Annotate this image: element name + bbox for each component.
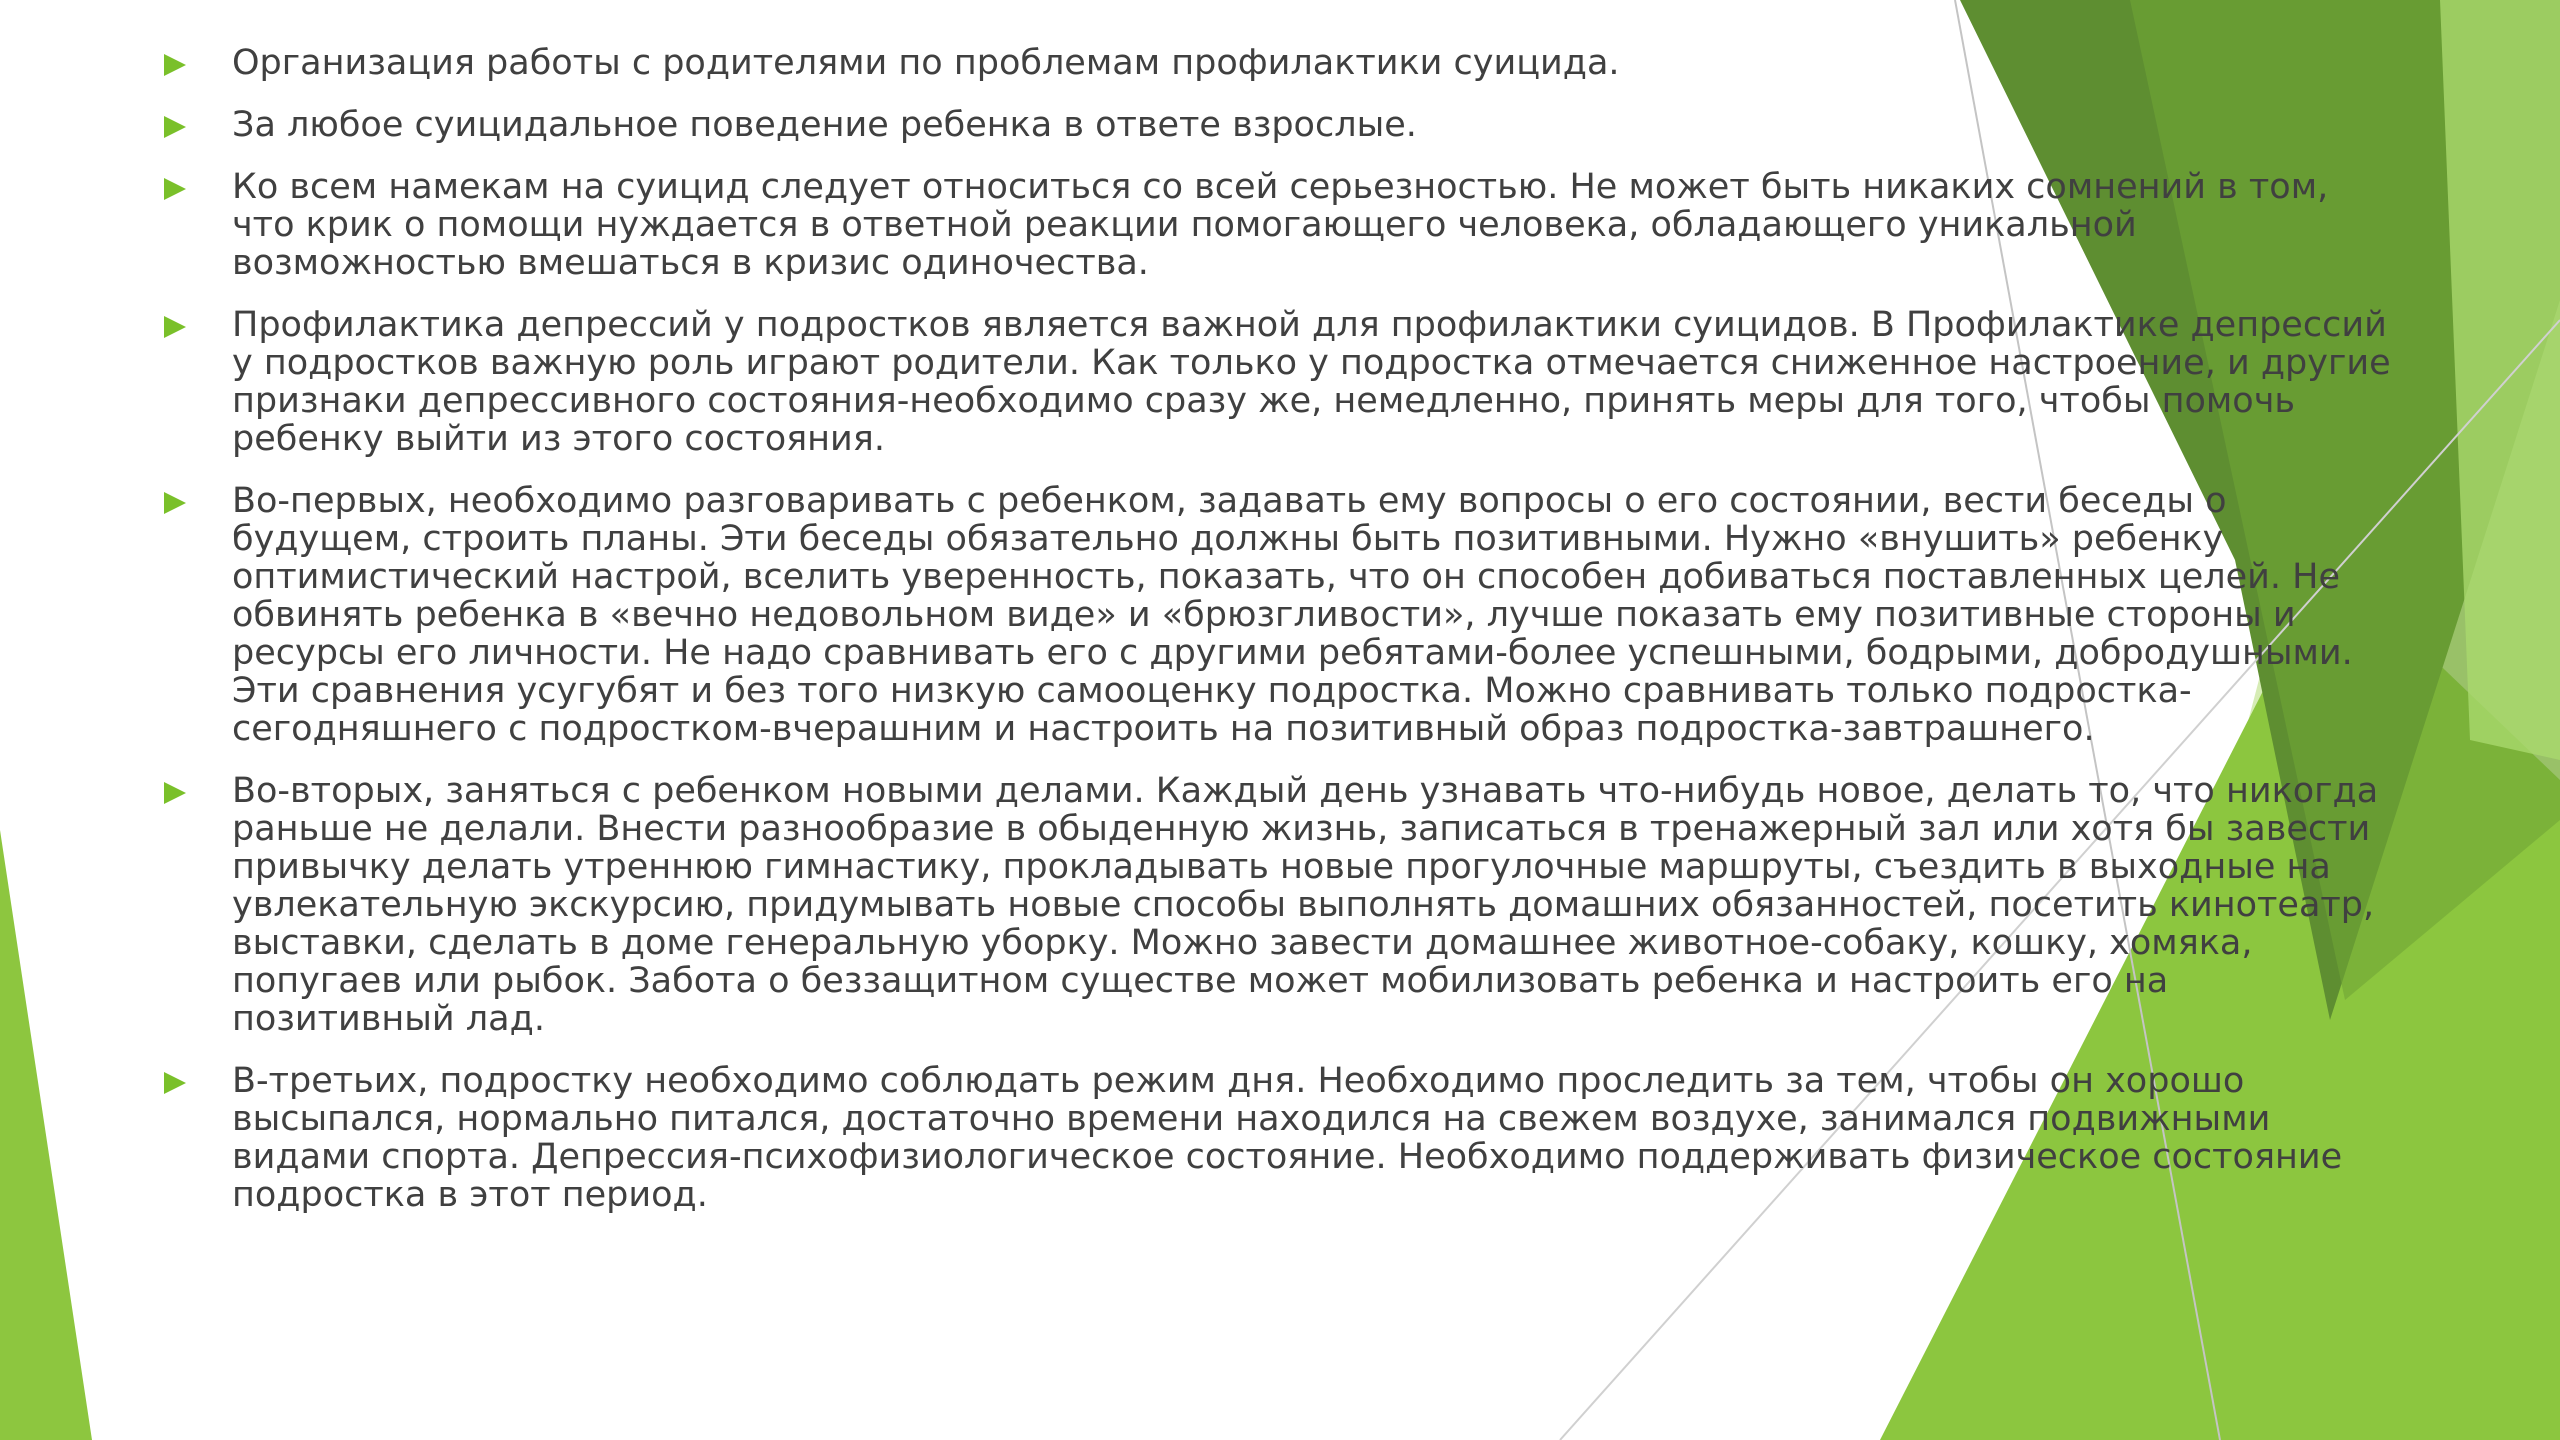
- bullet-arrow-icon: [164, 782, 186, 804]
- bullet-list: [160, 44, 2400, 1238]
- bullet-text: Организация работы с родителями по проблемам профилактики суицида.: [232, 43, 1620, 83]
- left-sliver-shape: [0, 830, 92, 1440]
- bullet-item: [160, 482, 2400, 748]
- bullet-text: Профилактика депрессий у подростков является важной для профилактики суицидов. В Профилактике депрессий у подростков важную роль играют родители. Как только у подростка отмечается сниженное настроение, и другие признаки депрессивного состояния-необходимо сразу же, немедленно, принять меры для того, чтобы помочь ребенку выйти из этого состояния.: [232, 305, 2391, 459]
- bullet-item: [160, 1062, 2400, 1214]
- bullet-item: [160, 168, 2400, 282]
- bullet-text: Ко всем намекам на суицид следует относиться со всей серьезностью. Не может быть никаких сомнений в том, что крик о помощи нуждается в ответной реакции помогающего человека, обладающего уникальной возможностью вмешаться в кризис одиночества.: [232, 167, 2329, 283]
- bullet-text: В-третьих, подростку необходимо соблюдать режим дня. Необходимо проследить за тем, чтобы он хорошо высыпался, нормально питался, достаточно времени находился на свежем воздухе, занимался подвижными видами спорта. Депрессия-психофизиологическое состояние. Необходимо поддерживать физическое состояние подростка в этот период.: [232, 1061, 2343, 1215]
- bullet-item: [160, 106, 2400, 144]
- bullet-item: [160, 772, 2400, 1038]
- bullet-text: Во-первых, необходимо разговаривать с ребенком, задавать ему вопросы о его состоянии, вести беседы о будущем, строить планы. Эти беседы обязательно должны быть позитивными. Нужно «внушить» ребенку оптимистический настрой, вселить уверенность, показать, что он способен добиваться поставленных целей. Не обвинять ребенка в «вечно недовольном виде» и «брюзгливости», лучше показать ему позитивные стороны и ресурсы его личности. Не надо сравнивать его с другими ребятами-более успешными, бодрыми, добродушными. Эти сравнения усугубят и без того низкую самооценку подростка. Можно сравнивать только подростка-сегодняшнего с подростком-вчерашним и настроить на позитивный образ подростка-завтрашнего.: [232, 481, 2353, 749]
- bullet-arrow-icon: [164, 116, 186, 138]
- bullet-arrow-icon: [164, 316, 186, 338]
- bullet-arrow-icon: [164, 492, 186, 514]
- bullet-text: Во-вторых, заняться с ребенком новыми делами. Каждый день узнавать что-нибудь новое, делать то, что никогда раньше не делали. Внести разнообразие в обыденную жизнь, записаться в тренажерный зал или хотя бы завести привычку делать утреннюю гимнастику, прокладывать новые прогулочные маршруты, съездить в выходные на увлекательную экскурсию, придумывать новые способы выполнять домашних обязанностей, посетить кинотеатр, выставки, сделать в доме генеральную уборку. Можно завести домашнее животное-собаку, кошку, хомяка, попугаев или рыбок. Забота о беззащитном существе может мобилизовать ребенка и настроить его на позитивный лад.: [232, 771, 2379, 1039]
- bullet-arrow-icon: [164, 178, 186, 200]
- bullet-item: [160, 44, 2400, 82]
- bullet-text: За любое суицидальное поведение ребенка в ответе взрослые.: [232, 105, 1417, 145]
- bullet-arrow-icon: [164, 54, 186, 76]
- bullet-arrow-icon: [164, 1072, 186, 1094]
- bullet-item: [160, 306, 2400, 458]
